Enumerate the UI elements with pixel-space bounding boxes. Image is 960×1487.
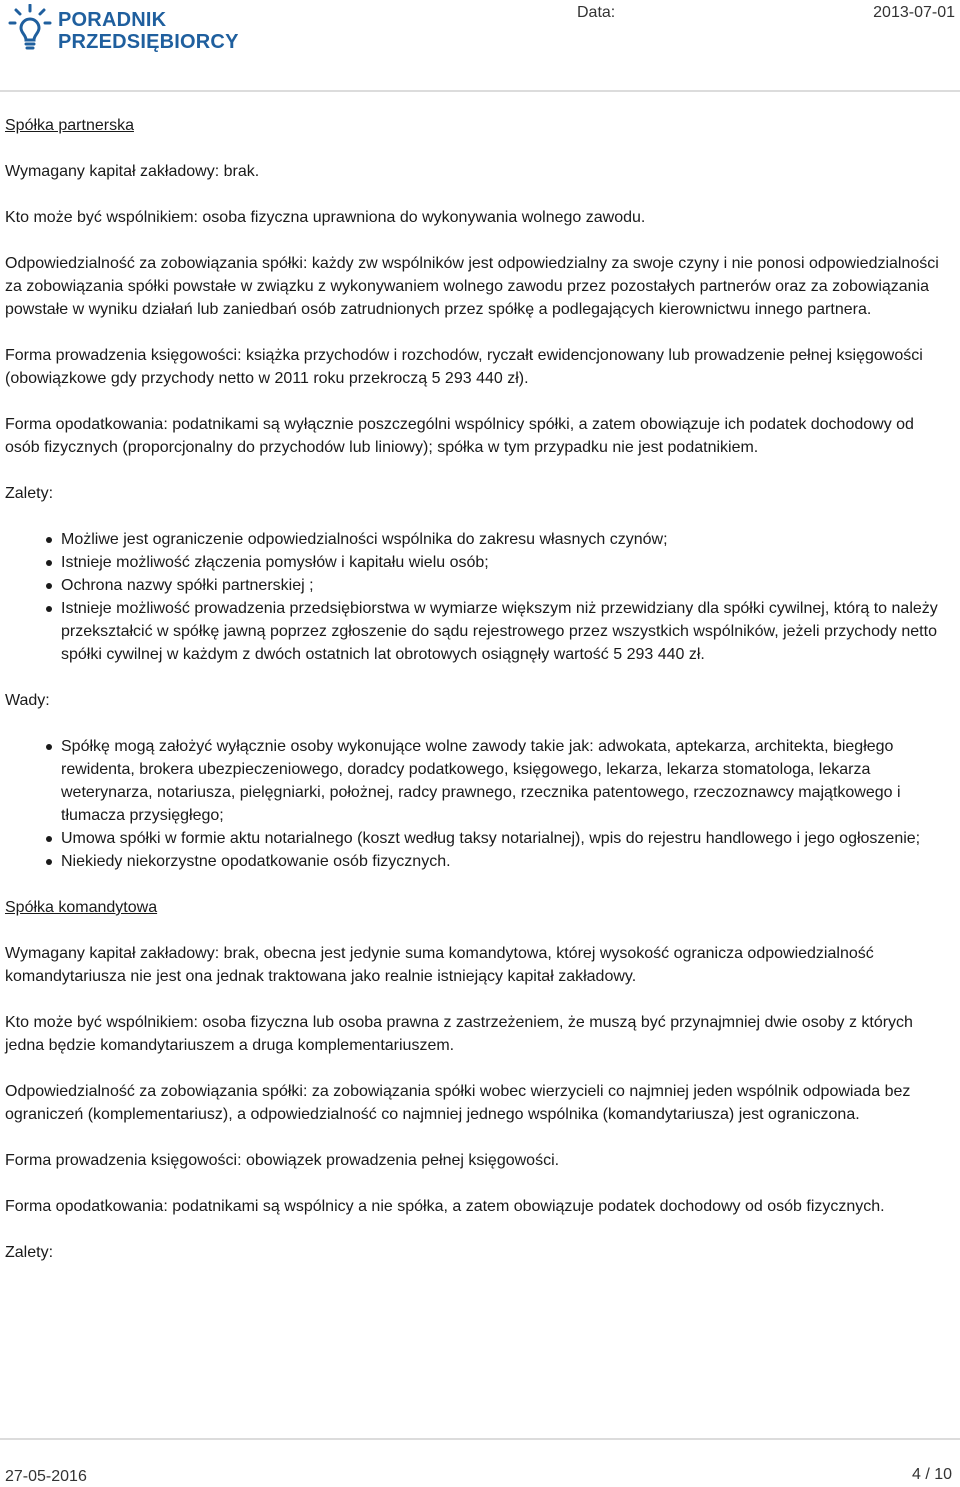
list-item: Możliwe jest ograniczenie odpowiedzialności wspólnika do zakresu własnych czynów;	[61, 528, 950, 551]
logo-text	[58, 9, 239, 53]
paragraph: Forma prowadzenia księgowości: obowiązek prowadzenia pełnej księgowości.	[5, 1152, 560, 1169]
section-heading-partnerska[interactable]: Spółka partnerska	[5, 117, 134, 134]
list-item: Ochrona nazwy spółki partnerskiej ;	[61, 574, 950, 597]
paragraph: Odpowiedzialność za zobowiązania spółki: każdy zw wspólników jest odpowiedzialny za swoje czyny i nie ponosi odpowiedzialności za zobowiązania spółki powstałe w związku z wykonywaniem wolnego zawodu przez pozostałych partnerów oraz za zobowiązania powstałe w wyniku działań lub zaniedbań osób zatrudnionych przez spółkę a podlegających kierownictwu innego partnera.	[5, 255, 939, 318]
header-divider	[0, 90, 960, 92]
paragraph: Wymagany kapitał zakładowy: brak, obecna jest jedynie suma komandytowa, której wysokość ogranicza odpowiedzialność komandytariusza nie jest ona jednak traktowana jako realnie istniejący kapitał zakładowy.	[5, 945, 874, 985]
advantages-list	[5, 528, 950, 666]
document-body	[5, 114, 950, 1287]
paragraph: Forma prowadzenia księgowości: książka przychodów i rozchodów, ryczałt ewidencjonowany lub prowadzenie pełnej księgowości (obowiązkowe gdy przychody netto w 2011 roku przekroczą 5 293 440 zł).	[5, 347, 923, 387]
disadvantages-label: Wady:	[5, 692, 50, 709]
logo-line2: PRZEDSIĘBIORCY	[58, 31, 239, 53]
section-heading-komandytowa[interactable]: Spółka komandytowa	[5, 899, 158, 916]
paragraph: Forma opodatkowania: podatnikami są wyłącznie poszczególni wspólnicy spółki, a zatem obowiązuje ich podatek dochodowy od osób fizycznych (proporcjonalny do przychodów lub liniowy); spółka w tym przypadku nie jest podatnikiem.	[5, 416, 914, 456]
date-label: Data:	[577, 4, 616, 21]
paragraph: Wymagany kapitał zakładowy: brak.	[5, 163, 260, 180]
disadvantages-list	[5, 735, 950, 873]
paragraph: Odpowiedzialność za zobowiązania spółki: za zobowiązania spółki wobec wierzycieli co najmniej jeden wspólnik odpowiada bez ograniczeń (komplementariusz), a odpowiedzialność co najmniej jednego wspólnika (komandytariusza) jest ograniczona.	[5, 1083, 911, 1123]
footer-date: 27-05-2016	[5, 1468, 87, 1485]
list-item: Umowa spółki w formie aktu notarialnego (koszt według taksy notarialnej), wpis do rejestru handlowego i jego ogłoszenie;	[61, 827, 950, 850]
advantages-label: Zalety:	[5, 1244, 54, 1261]
logo-line1: PORADNIK	[58, 9, 167, 31]
paragraph: Forma opodatkowania: podatnikami są wspólnicy a nie spółka, a zatem obowiązuje podatek dochodowy od osób fizycznych.	[5, 1198, 885, 1215]
paragraph: Kto może być wspólnikiem: osoba fizyczna uprawniona do wykonywania wolnego zawodu.	[5, 209, 646, 226]
date-value: 2013-07-01	[873, 4, 955, 21]
advantages-label: Zalety:	[5, 485, 54, 502]
footer-divider	[0, 1438, 960, 1440]
paragraph: Kto może być wspólnikiem: osoba fizyczna lub osoba prawna z zastrzeżeniem, że muszą być przynajmniej dwie osoby z których jedna będzie komandytariuszem a druga komplementariuszem.	[5, 1014, 913, 1054]
lightbulb-logo-icon	[8, 4, 52, 54]
list-item: Istnieje możliwość złączenia pomysłów i kapitału wielu osób;	[61, 551, 950, 574]
list-item: Spółkę mogą założyć wyłącznie osoby wykonujące wolne zawody takie jak: adwokata, aptekarza, architekta, biegłego rewidenta, brokera ubezpieczeniowego, doradcy podatkowego, księgowego, lekarza, lekarza stomatologa, lekarza weterynarza, notariusza, pielęgniarki, położnej, radcy prawnego, rzecznika patentowego, rzeczoznawcy majątkowego i tłumacza przysięgłego;	[61, 735, 950, 827]
list-item: Niekiedy niekorzystne opodatkowanie osób fizycznych.	[61, 850, 950, 873]
list-item: Istnieje możliwość prowadzenia przedsiębiorstwa w wymiarze większym niż przewidziany dla spółki cywilnej, którą to należy przekształcić w spółkę jawną poprzez zgłoszenie do sądu rejestrowego przez wszystkich wspólników, jeżeli przychody netto spółki cywilnej w każdym z dwóch ostatnich lat obrotowych osiągnęły wartość 5 293 440 zł.	[61, 597, 950, 666]
page-number: 4 / 10	[911, 1466, 952, 1483]
page-header	[0, 0, 960, 92]
logo[interactable]	[6, 2, 239, 62]
